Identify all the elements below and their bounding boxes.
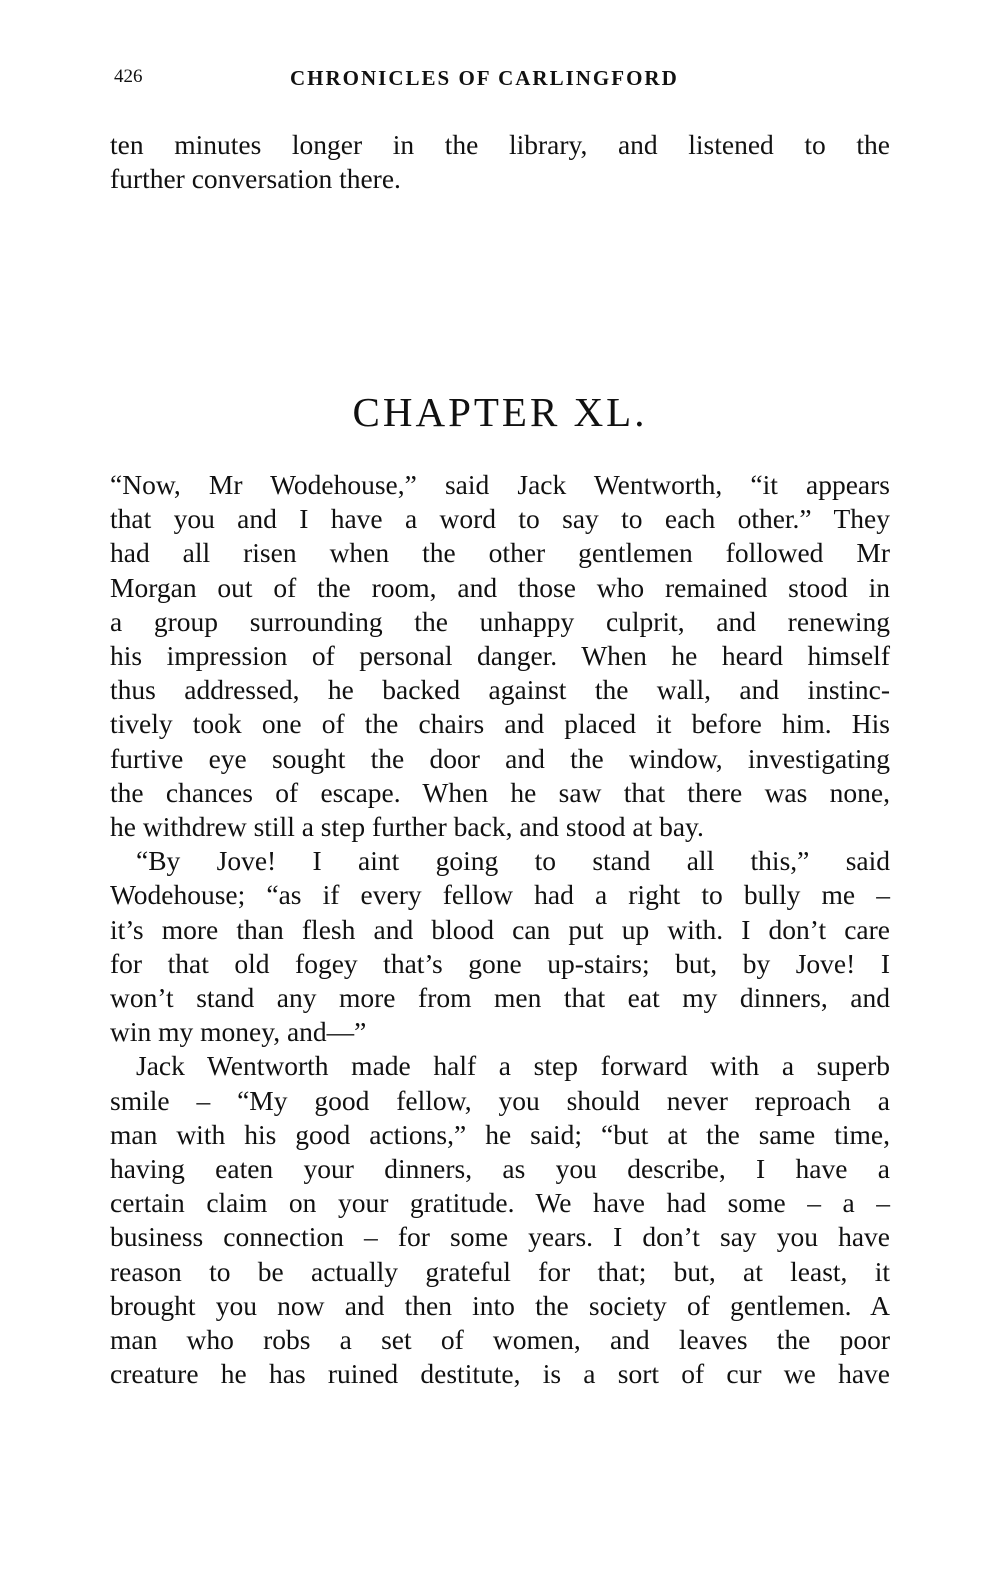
text-line: had all risen when the other gentlemen followed Mr (110, 537, 890, 569)
text-line: furtive eye sought the door and the window, investigating (110, 742, 890, 774)
text-line: “Now, Mr Wodehouse,” said Jack Wentworth, “it appears (110, 469, 890, 500)
running-title: CHRONICLES OF CARLINGFORD (290, 66, 679, 90)
text-line: he withdrew still a step further back, and stood at bay. (110, 811, 704, 843)
text-line: business connection – for some years. I don’t say you have (110, 1221, 890, 1253)
text-line: win my money, and—” (110, 1016, 367, 1048)
text-line: his impression of personal danger. When he heard himself (110, 640, 890, 672)
page-number: 426 (114, 66, 143, 87)
chapter-body (110, 468, 890, 1391)
text-line: smile – “My good fellow, you should never reproach a (110, 1084, 890, 1116)
text-line: won’t stand any more from men that eat my dinners, and (110, 982, 890, 1014)
chapter-title: CHAPTER XL. (352, 389, 648, 435)
text-line: that you and I have a word to say to each other.” They (110, 503, 890, 535)
text-line: certain claim on your gratitude. We have had some – a – (110, 1187, 890, 1219)
text-line: thus addressed, he backed against the wall, and instinc- (110, 674, 890, 706)
text-line: Wodehouse; “as if every fellow had a right to bully me – (110, 879, 890, 911)
text-line: the chances of escape. When he saw that there was none, (110, 776, 890, 808)
text-line: for that old fogey that’s gone up-stairs; but, by Jove! I (110, 947, 890, 979)
text-line: Morgan out of the room, and those who remained stood in (110, 571, 890, 603)
text-line: tively took one of the chairs and placed it before him. His (110, 708, 890, 740)
text-line: creature he has ruined destitute, is a sort of cur we have (110, 1358, 890, 1390)
text-line: man who robs a set of women, and leaves the poor (110, 1324, 890, 1356)
text-line: Jack Wentworth made half a step forward with a superb (136, 1050, 890, 1082)
intro-paragraph (110, 128, 890, 196)
text-line: brought you now and then into the society of gentlemen. A (110, 1289, 890, 1321)
text-line: ten minutes longer in the library, and listened to the (110, 129, 890, 160)
text-line: having eaten your dinners, as you describe, I have a (110, 1153, 890, 1185)
text-line: further conversation there. (110, 163, 401, 195)
running-head (114, 66, 894, 96)
text-line: a group surrounding the unhappy culprit, and renewing (110, 605, 890, 637)
text-line: man with his good actions,” he said; “but at the same time, (110, 1118, 890, 1150)
text-line: it’s more than flesh and blood can put up with. I don’t care (110, 913, 890, 945)
text-line: reason to be actually grateful for that; but, at least, it (110, 1255, 890, 1287)
text-line: “By Jove! I aint going to stand all this,” said (136, 845, 890, 877)
